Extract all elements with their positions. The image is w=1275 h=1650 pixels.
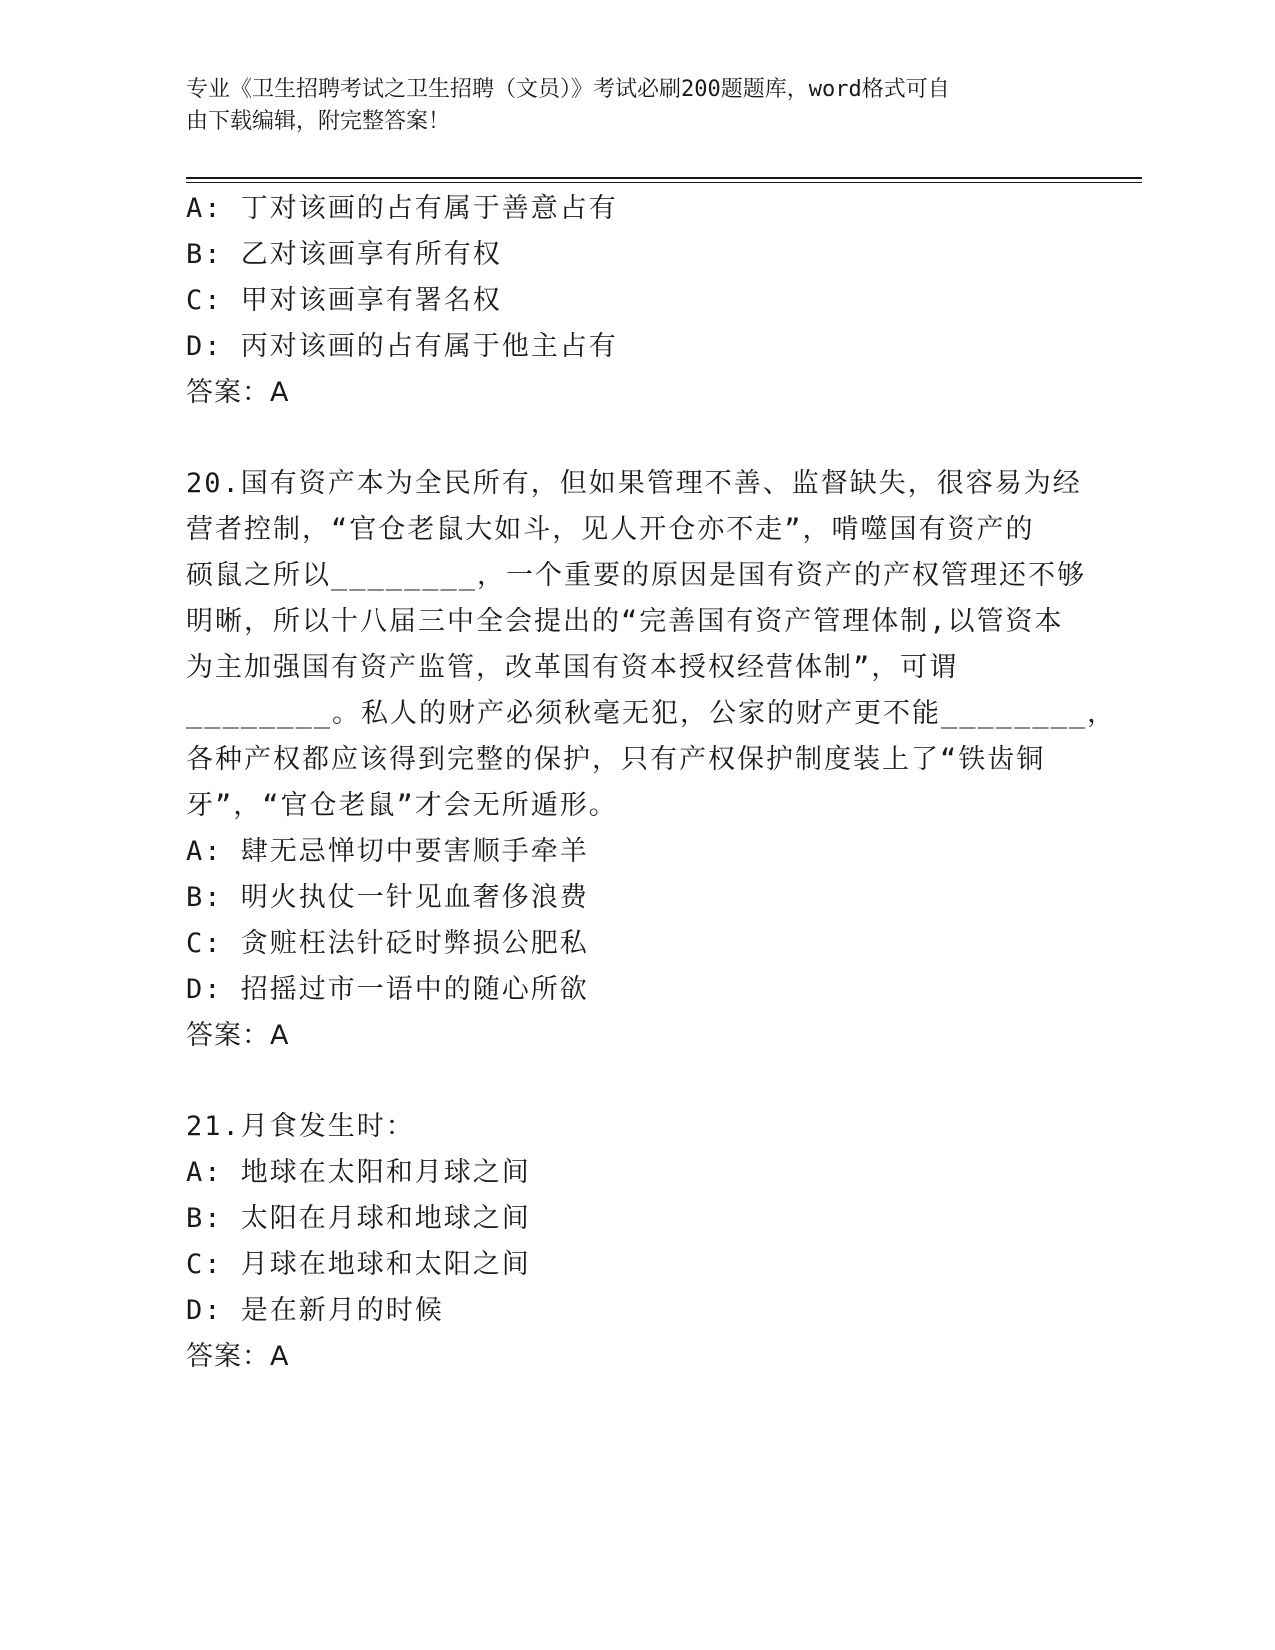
header-line-1: 专业《卫生招聘考试之卫生招聘（文员）》考试必刷200题题库，word格式可自 bbox=[186, 77, 950, 102]
spacer bbox=[186, 1059, 1086, 1104]
option-d: D: 是在新月的时候 bbox=[186, 1295, 444, 1326]
question-stem-line: 各种产权都应该得到完整的保护，只有产权保护制度装上了“铁齿铜 bbox=[186, 744, 1046, 775]
answer: 答案：A bbox=[186, 1341, 290, 1372]
option-d: D: 丙对该画的占有属于他主占有 bbox=[186, 331, 618, 362]
answer: 答案：A bbox=[186, 1020, 290, 1051]
question-stem-line: 明晰，所以十八届三中全会提出的“完善国有资产管理体制,以管资本 bbox=[186, 606, 1064, 637]
question-stem-line: 营者控制，“官仓老鼠大如斗，见人开仓亦不走”，啃噬国有资产的 bbox=[186, 514, 1035, 545]
question-stem-line: 20.国有资产本为全民所有，但如果管理不善、监督缺失，很容易为经 bbox=[186, 468, 1082, 499]
page-header bbox=[186, 74, 1066, 138]
question-stem-line: 为主加强国有资产监管，改革国有资本授权经营体制”，可谓 bbox=[186, 652, 959, 683]
question-stem-line: 硕鼠之所以________，一个重要的原因是国有资产的产权管理还不够 bbox=[186, 560, 1087, 591]
header-line-2: 由下载编辑，附完整答案！ bbox=[186, 109, 451, 134]
option-d: D: 招摇过市一语中的随心所欲 bbox=[186, 974, 589, 1005]
option-a: A: 地球在太阳和月球之间 bbox=[186, 1157, 531, 1188]
question-stem: 21.月食发生时： bbox=[186, 1111, 415, 1142]
option-a: A: 肆无忌惮切中要害顺手牵羊 bbox=[186, 836, 589, 867]
question-stem-line: 牙”，“官仓老鼠”才会无所遁形。 bbox=[186, 790, 618, 821]
option-a: A: 丁对该画的占有属于善意占有 bbox=[186, 193, 618, 224]
answer: 答案：A bbox=[186, 377, 290, 408]
question-20 bbox=[186, 461, 1117, 1059]
option-c: C: 甲对该画享有署名权 bbox=[186, 285, 502, 316]
option-b: B: 明火执仗一针见血奢侈浪费 bbox=[186, 882, 589, 913]
question-21 bbox=[186, 1104, 1086, 1380]
header-rule-thin bbox=[186, 182, 1142, 183]
document-body bbox=[186, 186, 1117, 1380]
header-rule-thick bbox=[186, 177, 1142, 179]
option-c: C: 月球在地球和太阳之间 bbox=[186, 1249, 531, 1280]
question-19 bbox=[186, 186, 1086, 416]
question-stem-line: ________。私人的财产必须秋毫无犯，公家的财产更不能________， bbox=[186, 698, 1117, 729]
option-b: B: 乙对该画享有所有权 bbox=[186, 239, 502, 270]
option-b: B: 太阳在月球和地球之间 bbox=[186, 1203, 531, 1234]
spacer bbox=[186, 416, 1086, 461]
option-c: C: 贪赃枉法针砭时弊损公肥私 bbox=[186, 928, 589, 959]
